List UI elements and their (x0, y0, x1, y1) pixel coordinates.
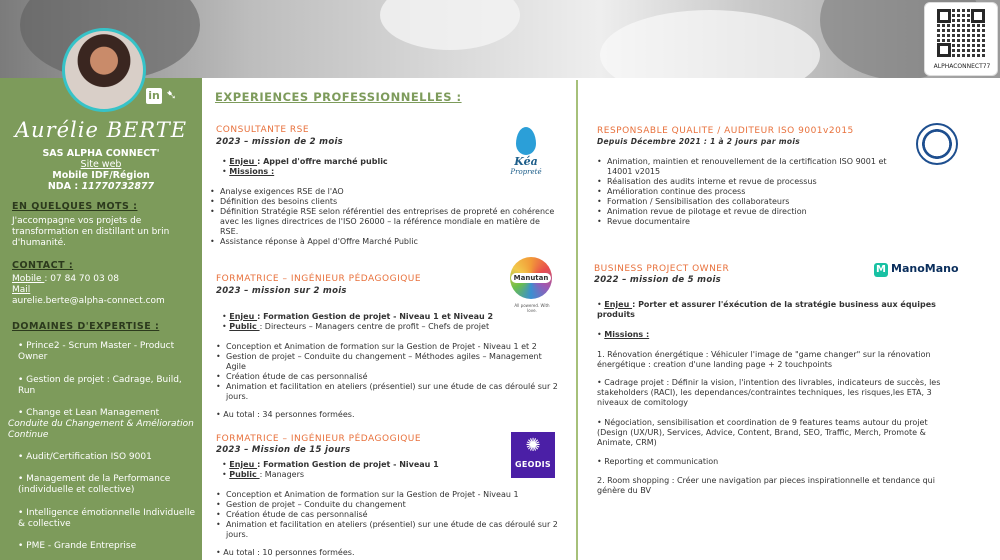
exp5-mission-2: 2. Room shopping : Créer une navigation par pieces inspirationnelle et tendance qui génère du BV (597, 476, 935, 495)
column-divider (576, 80, 578, 560)
manomano-logo (874, 262, 959, 277)
exp5-mission-negociation: • Négociation, sensibilisation et coordination de 9 features teams autour du projet (Design (UX/UR), Services, Advice, Content, Brand, SEO, Traffic, Merch, Promote & Animate, CRM) (597, 418, 928, 447)
list-item: • Conception et Animation de formation sur la Gestion de Projet - Niveau 1 et 2 (216, 342, 561, 352)
exp1-bullets (210, 187, 560, 247)
list-item: • Animation et facilitation en ateliers (présentiel) sur une étude de cas déroulé sur 2 jours. (216, 520, 561, 540)
mail-label: Mail (12, 285, 31, 295)
linkedin-icon[interactable]: in (146, 88, 162, 104)
exp2-duration: 2023 – mission sur 2 mois (216, 286, 347, 296)
manomano-logo-icon: M (874, 263, 888, 277)
list-item: • Définition Stratégie RSE selon référentiel des entreprises de propreté en cohérence avec les lignes directrices de l'ISO 26000 – la référence mondiale en matière de RSE. (210, 207, 560, 237)
kea-logo-text: Kéa (514, 155, 538, 168)
exp5-duration: 2022 – mission de 5 mois (594, 275, 722, 285)
exp5-mission-reporting: • Reporting et communication (597, 457, 719, 466)
list-item: • Réalisation des audits interne et revue de processus (597, 177, 897, 187)
list-item: • Formation / Sensibilisation des collaborateurs (597, 197, 897, 207)
person-name: Aurélie BERTE (14, 118, 188, 142)
nda-number: NDA : 11770732877 (47, 181, 155, 192)
list-item: • Animation et facilitation en ateliers (présentiel) sur une étude de cas déroulé sur 2 jours. (216, 382, 561, 402)
contact-heading: CONTACT : (12, 260, 74, 271)
mobile-region: Mobile IDF/Région (52, 170, 150, 181)
domains-heading: DOMAINES D'EXPERTISE : (12, 321, 160, 332)
exp1-duration: 2023 – mission de 2 mois (216, 137, 344, 147)
qr-label: ALPHACONNECT77 (933, 63, 991, 70)
qr-code-card[interactable] (924, 2, 998, 76)
exp2-enjeu: • Enjeu : Formation Gestion de projet - Niveau 1 et Niveau 2 (222, 312, 494, 321)
geodis-logo (511, 432, 555, 478)
list-item: • Analyse exigences RSE de l'AO (210, 187, 560, 197)
manutan-logo (510, 257, 554, 317)
domain-item: • PME - Grande Entreprise (18, 541, 137, 551)
domain-item: • Intelligence émotionnelle Individuelle & collective (18, 508, 195, 529)
exp5-missions-label: • Missions : (597, 330, 650, 339)
domain-item: • Management de la Performance (individuelle et collective) (18, 474, 171, 495)
exp5-role: BUSINESS PROJECT OWNER (594, 264, 730, 274)
list-item: • Animation revue de pilotage et revue de direction (597, 207, 897, 217)
mobile-contact: Mobile : 07 84 70 03 08 (12, 274, 119, 284)
domain-item: • Change et Lean Management (18, 408, 160, 418)
list-item: • Création étude de cas personnalisé (216, 510, 561, 520)
qr-code-icon (937, 9, 985, 57)
iso-certification-logo (916, 123, 958, 165)
kea-logo-subtext: Propreté (510, 168, 542, 176)
exp2-public: • Public : Directeurs – Managers centre de profit – Chefs de projet (222, 322, 490, 331)
domain-item: • Gestion de projet : Cadrage, Build, Run (18, 375, 182, 396)
list-item: • Amélioration continue des process (597, 187, 897, 197)
company-name: SAS ALPHA CONNECT' (42, 148, 160, 159)
exp3-role: FORMATRICE – INGÉNIEUR PÉDAGOGIQUE (216, 434, 422, 444)
exp1-enjeu: • Enjeu : Appel d'offre marché public (222, 157, 388, 166)
exp2-bullets (216, 342, 561, 402)
section-title: EXPERIENCES PROFESSIONNELLES : (215, 90, 462, 104)
exp2-role: FORMATRICE – INGÉNIEUR PÉDAGOGIQUE (216, 274, 422, 284)
geodis-logo-text: GEODIS (514, 460, 551, 469)
header-banner (0, 0, 1000, 78)
exp3-public: • Public : Managers (222, 470, 305, 479)
exp4-bullets (597, 157, 897, 227)
list-item: • Définition des besoins clients (210, 197, 560, 207)
list-item: • Assistance réponse à Appel d'Offre Marché Public (210, 237, 560, 247)
website-link[interactable]: Site web (80, 159, 122, 170)
list-item: • Gestion de projet – Conduite du changement (216, 500, 561, 510)
manutan-logo-icon (510, 257, 552, 299)
exp2-total: • Au total : 34 personnes formées. (216, 410, 355, 419)
about-text: J'accompagne vos projets de transformation en distillant un brin d'humanité. (12, 216, 170, 248)
exp5-mission-cadrage: • Cadrage projet : Définir la vision, l'intention des livrables, indicateurs de succès, les stakeholders (RACI), les dependances/contraintes techniques, les risques,les ETA, 3 niveaux de comitology (597, 378, 941, 407)
exp4-duration: Depuis Décembre 2021 : 1 à 2 jours par mois (597, 137, 800, 146)
geodis-logo-icon: ✺ (525, 435, 541, 456)
exp4-role: RESPONSABLE QUALITE / AUDITEUR ISO 9001v2015 (597, 126, 854, 136)
domain-item: • Audit/Certification ISO 9001 (18, 452, 152, 462)
cursor-click-icon: ➷ (166, 88, 177, 103)
email-link[interactable]: aurelie.berte@alpha-connect.com (12, 296, 165, 306)
exp3-duration: 2023 – Mission de 15 jours (216, 445, 351, 455)
exp5-mission-1: 1. Rénovation énergétique : Véhiculer l'image de "game changer" sur la rénovation énergétique : creation d'une landing page + 2 touchpoints (597, 350, 931, 369)
exp1-role: CONSULTANTE RSE (216, 125, 310, 135)
list-item: • Création étude de cas personnalisé (216, 372, 561, 382)
list-item: • Gestion de projet – Conduite du changement – Méthodes agiles – Management Agile (216, 352, 561, 372)
exp5-enjeu: • Enjeu : Porter et assurer l'éxécution de la stratégie business aux équipes produits (597, 300, 936, 319)
exp1-missions-label: • Missions : (222, 167, 275, 176)
avatar (62, 28, 146, 112)
list-item: • Animation, maintien et renouvellement de la certification ISO 9001 et 14001 v2015 (597, 157, 897, 177)
water-drop-icon (516, 127, 536, 155)
kea-logo (510, 127, 542, 189)
manomano-logo-text: ManoMano (891, 262, 959, 275)
exp3-enjeu: • Enjeu : Formation Gestion de projet - Niveau 1 (222, 460, 439, 469)
social-links (146, 88, 177, 104)
sidebar (0, 78, 202, 560)
list-item: • Conception et Animation de formation sur la Gestion de Projet - Niveau 1 (216, 490, 561, 500)
list-item: • Revue documentaire (597, 217, 897, 227)
domain-item: • Prince2 - Scrum Master - Product Owner (18, 341, 175, 362)
manutan-logo-subtext: All powered. With love. (514, 303, 550, 313)
domain-subtext: Conduite du Changement & Amélioration Continue (8, 419, 194, 440)
manutan-logo-text: Manutan (511, 273, 552, 283)
about-heading: EN QUELQUES MOTS : (12, 201, 138, 212)
exp3-bullets (216, 490, 561, 540)
exp3-total: • Au total : 10 personnes formées. (216, 548, 355, 557)
